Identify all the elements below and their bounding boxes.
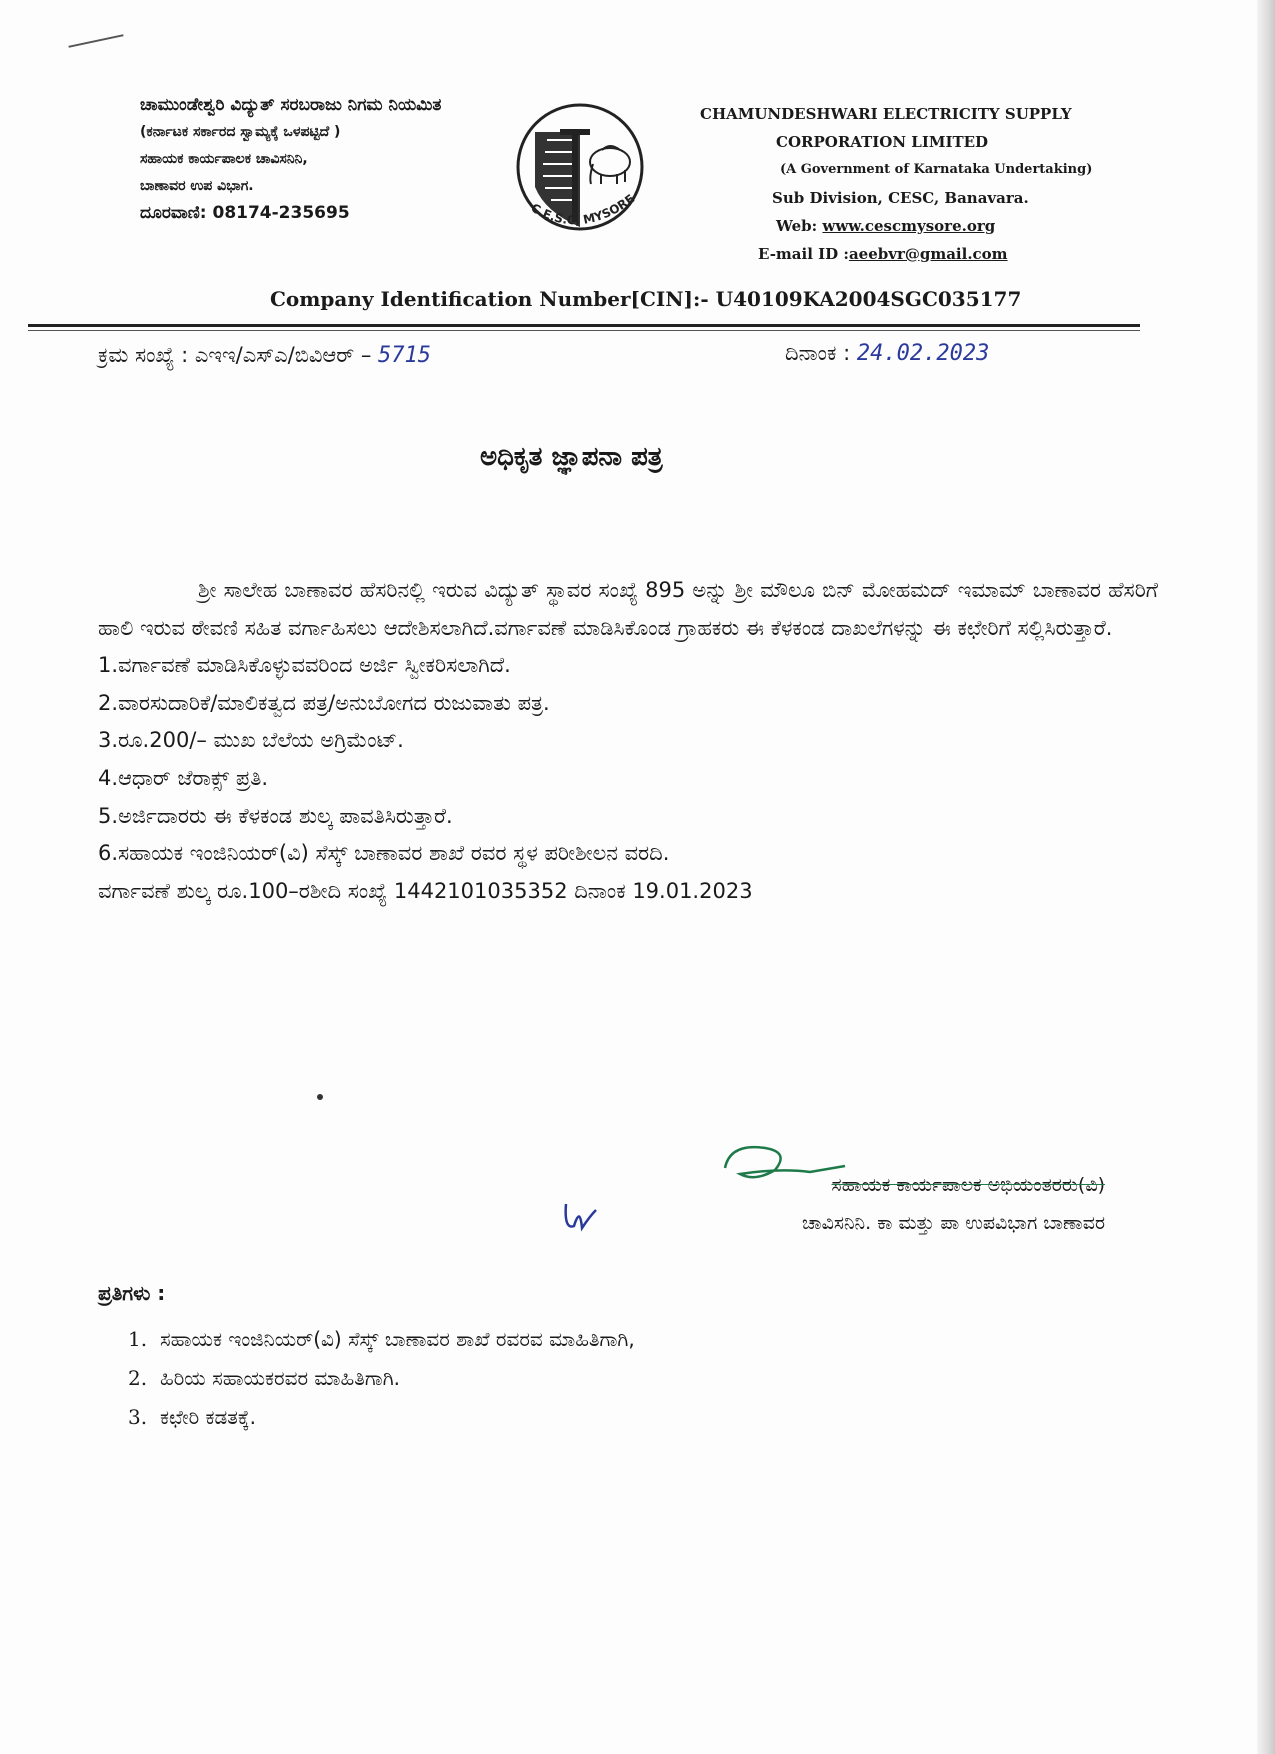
document-title: ಅಧಿಕೃತ ಜ್ಞಾಪನಾ ಪತ್ರ bbox=[480, 442, 663, 472]
signature-block bbox=[560, 1166, 1105, 1242]
govt-undertaking-kannada: (ಕರ್ನಾಟಕ ಸರ್ಕಾರದ ಸ್ವಾಮ್ಯಕ್ಕೆ ಒಳಪಟ್ಟಿದೆ ) bbox=[140, 124, 341, 140]
logo-text: C.E.S.C, MYSORE bbox=[528, 191, 638, 228]
subdivision-english: Sub Division, CESC, Banavara. bbox=[772, 189, 1029, 207]
cesc-logo-icon bbox=[505, 92, 655, 242]
web-label: Web: bbox=[776, 217, 823, 235]
email-line bbox=[758, 240, 1090, 268]
copy-item bbox=[128, 1359, 635, 1398]
reference-label: ಕ್ರಮ ಸಂಖ್ಯೆ : ಎಇಇ/ಎಸ್ಎ/ಬಿವಿಆರ್ – bbox=[98, 343, 372, 367]
letter-body bbox=[98, 572, 1158, 910]
copy-item bbox=[128, 1398, 635, 1437]
signatory-office: ಚಾವಿಸನಿನಿ. ಕಾ ಮತ್ತು ಪಾ ಉಪವಿಭಾಗ ಬಾಣಾವರ bbox=[801, 1212, 1105, 1234]
list-item: 1.ವರ್ಗಾವಣೆ ಮಾಡಿಸಿಕೊಳ್ಳುವವರಿಂದ ಅರ್ಜಿ ಸ್ವೀಕರಿಸಲಾಗಿದೆ. bbox=[98, 653, 511, 678]
govt-undertaking-english: (A Government of Karnataka Undertaking) bbox=[780, 162, 1093, 177]
list-item: 2.ವಾರಸುದಾರಿಕೆ/ಮಾಲಿಕತ್ವದ ಪತ್ರ/ಅನುಬೋಗದ ರುಜುವಾತು ಪತ್ರ. bbox=[98, 690, 550, 715]
list-item: 6.ಸಹಾಯಕ ಇಂಜಿನಿಯರ್(ವಿ) ಸೆಸ್ಕ್ ಬಾಣಾವರ ಶಾಖೆ ರವರ ಸ್ಥಳ ಪರೀಶೀಲನ ವರದಿ. bbox=[98, 841, 670, 866]
phone-kannada: ದೂರವಾಣಿ: 08174-235695 bbox=[140, 203, 350, 223]
web-link[interactable]: www.cescmysore.org bbox=[822, 217, 996, 235]
list-item: 5.ಅರ್ಜಿದಾರರು ಈ ಕೆಳಕಂಡ ಶುಲ್ಕ ಪಾವತಿಸಿರುತ್ತಾರೆ. bbox=[98, 803, 453, 828]
list-item: 4.ಆಧಾರ್ ಜೆರಾಕ್ಸ್ ಪ್ರತಿ. bbox=[98, 765, 269, 790]
email-label: E-mail ID : bbox=[758, 245, 849, 263]
header-divider bbox=[28, 324, 1140, 327]
header-divider-thin bbox=[28, 330, 1140, 331]
org-name-kannada: ಚಾಮುಂಡೇಶ್ವರಿ ವಿದ್ಯುತ್ ಸರಬರಾಜು ನಿಗಮ ನಿಯಮಿತ bbox=[140, 95, 442, 115]
list-item: 3.ರೂ.200/– ಮುಖ ಬೆಲೆಯ ಅಗ್ರಿಮೆಂಟ್. bbox=[98, 728, 404, 753]
header-kannada bbox=[140, 92, 441, 227]
reference-number: 5715 bbox=[378, 343, 432, 368]
office-kannada: ಸಹಾಯಕ ಕಾರ್ಯಪಾಲಕ ಚಾವಿಸನಿನಿ, bbox=[140, 151, 308, 167]
signatory-title: ಸಹಾಯಕ ಕಾರ್ಯಪಾಲಕ ಅಭಿಯಂತರರು(ವಿ) bbox=[831, 1174, 1105, 1196]
copy-text: ಸಹಾಯಕ ಇಂಜಿನಿಯರ್(ವಿ) ಸೆಸ್ಕ್ ಬಾಣಾವರ ಶಾಖೆ ರವರವ ಮಾಹಿತಿಗಾಗಿ, bbox=[160, 1327, 635, 1351]
copy-number: 2. bbox=[128, 1366, 148, 1390]
company-cin: Company Identification Number[CIN]:- U40109KA2004SGC035177 bbox=[270, 287, 1022, 311]
ink-dot bbox=[317, 1094, 323, 1100]
web-line bbox=[776, 212, 1090, 240]
copy-text: ಹಿರಿಯ ಸಹಾಯಕರವರ ಮಾಹಿತಿಗಾಗಿ. bbox=[160, 1366, 400, 1390]
date-value: 24.02.2023 bbox=[856, 341, 990, 366]
copy-item bbox=[128, 1320, 635, 1359]
date-label: ದಿನಾಂಕ : bbox=[785, 341, 851, 365]
copies-list bbox=[128, 1320, 635, 1437]
reference-line bbox=[98, 343, 431, 368]
pen-mark bbox=[68, 34, 123, 48]
copy-text: ಕಛೇರಿ ಕಡತಕ್ಕೆ. bbox=[160, 1405, 256, 1429]
scan-edge-shadow bbox=[1257, 0, 1275, 1754]
body-paragraph: ಶ್ರೀ ಸಾಲೇಹ ಬಾಣಾವರ ಹೆಸರಿನಲ್ಲಿ ಇರುವ ವಿದ್ಯುತ್ ಸ್ಥಾವರ ಸಂಖ್ಯೆ 895 ಅನ್ನು ಶ್ರೀ ಮೌಲೂ ಬಿನ್ ಮೋಹಮದ್ ಇಮಾಮ್ ಬಾಣಾವರ ಹೆಸರಿಗೆ ಹಾಲಿ ಇರುವ ಠೇವಣಿ ಸಹಿತ ವರ್ಗಾಹಿಸಲು ಆದೇಶಿಸಲಾಗಿದೆ.ವರ್ಗಾವಣೆ ಮಾಡಿಸಿಕೊಂಡ ಗ್ರಾಹಕರು ಈ ಕೆಳಕಂಡ ದಾಖಲೆಗಳನ್ನು ಈ ಕಛೇರಿಗೆ ಸಲ್ಲಿಸಿರುತ್ತಾರೆ. bbox=[98, 578, 1158, 640]
fee-receipt-line: ವರ್ಗಾವಣೆ ಶುಲ್ಕ ರೂ.100–ರಶೀದಿ ಸಂಖ್ಯೆ 1442101035352 ದಿನಾಂಕ 19.01.2023 bbox=[98, 878, 753, 903]
subdivision-kannada: ಬಾಣಾವರ ಉಪ ವಿಭಾಗ. bbox=[140, 178, 254, 194]
org-name-english-2: CORPORATION LIMITED bbox=[776, 133, 989, 151]
email-link[interactable]: aeebvr@gmail.com bbox=[848, 245, 1008, 263]
copies-heading: ಪ್ರತಿಗಳು : bbox=[98, 1281, 166, 1305]
header-english bbox=[700, 100, 1093, 268]
copy-number: 3. bbox=[128, 1405, 148, 1429]
org-name-english: CHAMUNDESHWARI ELECTRICITY SUPPLY bbox=[700, 105, 1072, 123]
date-line bbox=[785, 341, 989, 366]
copy-number: 1. bbox=[128, 1327, 148, 1351]
